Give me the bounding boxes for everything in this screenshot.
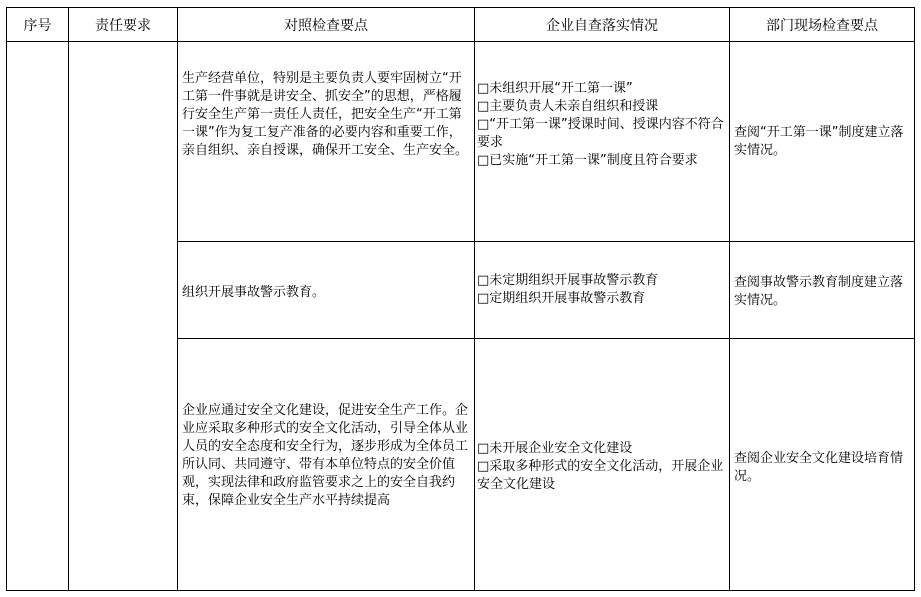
row1-check-point xyxy=(182,70,470,160)
self-check-option: □未定期组织开展事故警示教育 xyxy=(477,273,659,288)
row2-check-point xyxy=(182,284,470,302)
header-serial-number: 序号 xyxy=(23,17,52,34)
header-divider xyxy=(7,41,914,42)
inspection-text: 查阅企业安全文化建设培育情况。 xyxy=(734,451,904,484)
row1-self-check xyxy=(477,80,725,170)
inspection-text: 查阅“开工第一课”制度建立落实情况。 xyxy=(734,125,904,158)
row3-check-point xyxy=(182,402,470,510)
column-divider xyxy=(68,8,69,590)
inspection-text: 查阅事故警示教育制度建立落实情况。 xyxy=(734,275,904,308)
self-check-option: □“开工第一课”授课时间、授课内容不符合要求 xyxy=(477,117,724,150)
row-divider xyxy=(178,241,914,242)
header-self-check: 企业自查落实情况 xyxy=(546,17,658,34)
header-check-points: 对照检查要点 xyxy=(284,17,368,34)
row2-inspection xyxy=(734,274,910,310)
column-divider xyxy=(177,8,178,590)
row2-self-check xyxy=(477,272,725,308)
column-divider xyxy=(729,8,730,590)
header-inspection-points: 部门现场检查要点 xyxy=(766,17,878,34)
check-point-text: 组织开展事故警示教育。 xyxy=(182,285,326,300)
self-check-option: □已实施“开工第一课”制度且符合要求 xyxy=(477,153,698,168)
self-check-option: □未开展企业安全文化建设 xyxy=(477,441,633,456)
check-point-text: 企业应通过安全文化建设，促进安全生产工作。企业应采取多种形式的安全文化活动，引导全体从业人员的安全态度和安全行为，逐步形成为全体员工所认同、共同遵守、带有本单位特点的安全价值观，实现法律和政府监管要求之上的安全自我约束，保障企业安全生产水平持续提高 xyxy=(182,403,469,508)
header-responsibility: 责任要求 xyxy=(95,17,151,34)
self-check-option: □采取多种形式的安全文化活动，开展企业安全文化建设 xyxy=(477,459,724,492)
row-divider xyxy=(178,338,914,339)
self-check-option: □定期组织开展事故警示教育 xyxy=(477,291,646,306)
row3-self-check xyxy=(477,440,725,494)
row3-inspection xyxy=(734,450,910,486)
self-check-option: □未组织开展“开工第一课” xyxy=(477,81,633,96)
row1-inspection xyxy=(734,124,910,160)
self-check-option: □主要负责人未亲自组织和授课 xyxy=(477,99,659,114)
check-point-text: 生产经营单位，特别是主要负责人要牢固树立“开工第一件事就是讲安全、抓安全”的思想，严格履行安全生产第一责任人责任，把安全生产“开工第一课”作为复工复产准备的必要内容和重要工作，亲自组织、亲自授课，确保开工安全、生产安全。 xyxy=(182,71,469,158)
column-divider xyxy=(474,8,475,590)
inspection-table xyxy=(6,7,915,591)
